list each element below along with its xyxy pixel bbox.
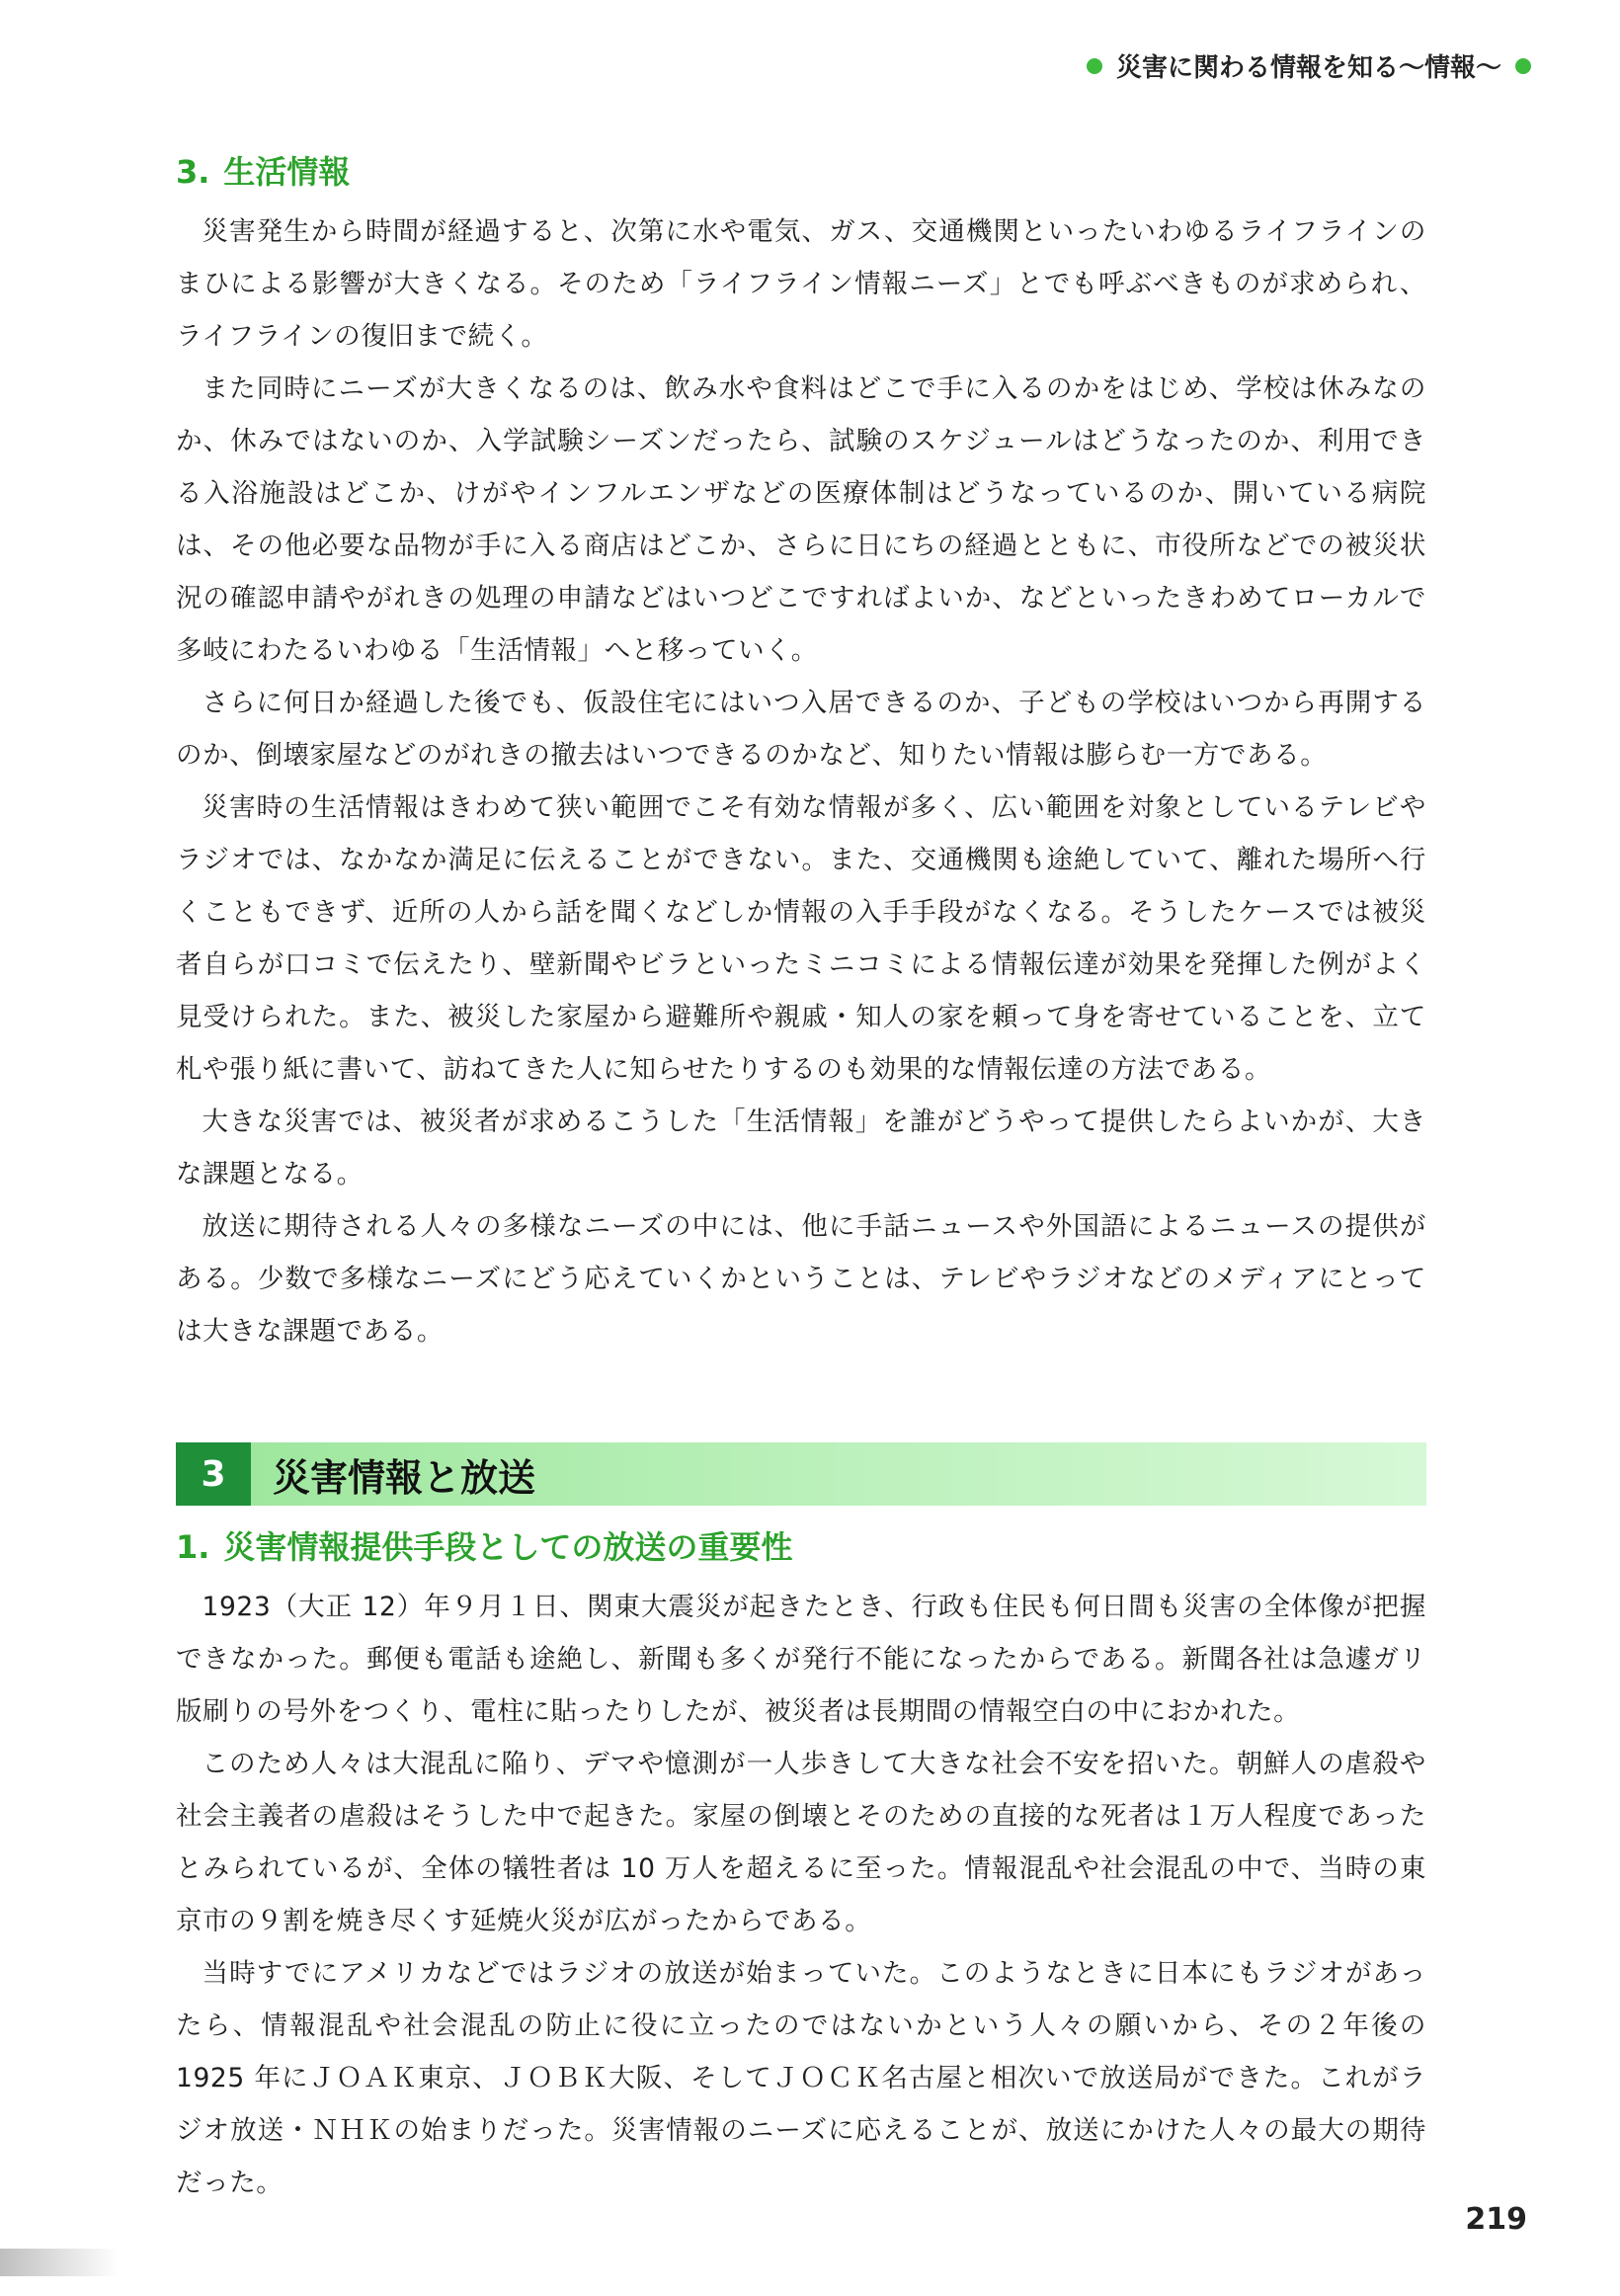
subsection-heading-broadcast-importance xyxy=(176,1523,1426,1571)
subsection-heading-living-info xyxy=(176,148,1426,196)
subsection-title: 災害情報提供手段としての放送の重要性 xyxy=(223,1528,793,1566)
subsection-title: 生活情報 xyxy=(223,153,351,191)
page-body xyxy=(176,148,1426,2209)
paragraph: さらに何日か経過した後でも、仮設住宅にはいつ入居できるのか、子どもの学校はいつから再開するのか、倒壊家屋などのがれきの撤去はいつできるのかなど、知りたい情報は膨らむ一方である。 xyxy=(176,688,1426,771)
section-title: 災害情報と放送 xyxy=(273,1455,536,1500)
running-title: 災害に関わる情報を知る～情報～ xyxy=(1115,53,1501,83)
section-number-badge: 3 xyxy=(176,1442,251,1506)
paragraph: 当時すでにアメリカなどではラジオの放送が始まっていた。このようなときに日本にもラジオがあったら、情報混乱や社会混乱の防止に役に立ったのではないかという人々の願いから、その２年後の 1925 年にＪＯＡＫ東京、ＪＯＢＫ大阪、そしてＪＯＣＫ名古屋と相次いで放送局ができた。これがラジオ放送・ＮＨＫの始まりだった。災害情報のニーズに応えることが、放送にかけた人々の最大の期待だった。 xyxy=(176,1958,1426,2198)
paragraph: また同時にニーズが大きくなるのは、飲み水や食料はどこで手に入るのかをはじめ、学校は休みなのか、休みではないのか、入学試験シーズンだったら、試験のスケジュールはどうなったのか、利用できる入浴施設はどこか、けがやインフルエンザなどの医療体制はどうなっているのか、開いている病院は、その他必要な品物が手に入る商店はどこか、さらに日にちの経過とともに、市役所などでの被災状況の確認申請やがれきの処理の申請などはいつどこですればよいか、などといったきわめてローカルで多岐にわたるいわゆる「生活情報」へと移っていく。 xyxy=(176,373,1426,666)
paragraph: 災害発生から時間が経過すると、次第に水や電気、ガス、交通機関といったいわゆるライフラインのまひによる影響が大きくなる。そのため「ライフライン情報ニーズ」とでも呼ぶべきものが求められ、ライフラインの復旧まで続く。 xyxy=(176,216,1426,352)
scan-shadow xyxy=(0,2249,119,2276)
paragraph: 1923（大正 12）年９月１日、関東大震災が起きたとき、行政も住民も何日間も災害の全体像が把握できなかった。郵便も電話も途絶し、新聞も多くが発行不能になったからである。新聞各社は急遽ガリ版刷りの号外をつくり、電柱に貼ったりしたが、被災者は長期間の情報空白の中におかれた。 xyxy=(176,1592,1426,1727)
subsection-number: 3. xyxy=(176,153,210,191)
paragraph: 大きな災害では、被災者が求めるこうした「生活情報」を誰がどうやって提供したらよいかが、大きな課題となる。 xyxy=(176,1107,1426,1189)
page-number: 219 xyxy=(1465,2202,1527,2237)
paragraph: 放送に期待される人々の多様なニーズの中には、他に手話ニュースや外国語によるニュースの提供がある。少数で多様なニーズにどう応えていくかということは、テレビやラジオなどのメディアにとっては大きな課題である。 xyxy=(176,1211,1426,1347)
paragraph: 災害時の生活情報はきわめて狭い範囲でこそ有効な情報が多く、広い範囲を対象としているテレビやラジオでは、なかなか満足に伝えることができない。また、交通機関も途絶していて、離れた場所へ行くこともできず、近所の人から話を聞くなどしか情報の入手手段がなくなる。そうしたケースでは被災者自らが口コミで伝えたり、壁新聞やビラといったミニコミによる情報伝達が効果を発揮した例がよく見受けられた。また、被災した家屋から避難所や親戚・知人の家を頼って身を寄せていることを、立て札や張り紙に書いて、訪ねてきた人に知らせたりするのも効果的な情報伝達の方法である。 xyxy=(176,792,1426,1085)
running-header xyxy=(1087,47,1531,84)
bullet-dot-icon xyxy=(1087,58,1102,74)
section-heading-bar xyxy=(176,1442,1426,1506)
bullet-dot-icon xyxy=(1515,58,1531,74)
subsection-number: 1. xyxy=(176,1528,210,1566)
paragraph: このため人々は大混乱に陥り、デマや憶測が一人歩きして大きな社会不安を招いた。朝鮮人の虐殺や社会主義者の虐殺はそうした中で起きた。家屋の倒壊とそのための直接的な死者は１万人程度であったとみられているが、全体の犠牲者は 10 万人を超えるに至った。情報混乱や社会混乱の中で、当時の東京市の９割を焼き尽くす延焼火災が広がったからである。 xyxy=(176,1749,1426,1936)
